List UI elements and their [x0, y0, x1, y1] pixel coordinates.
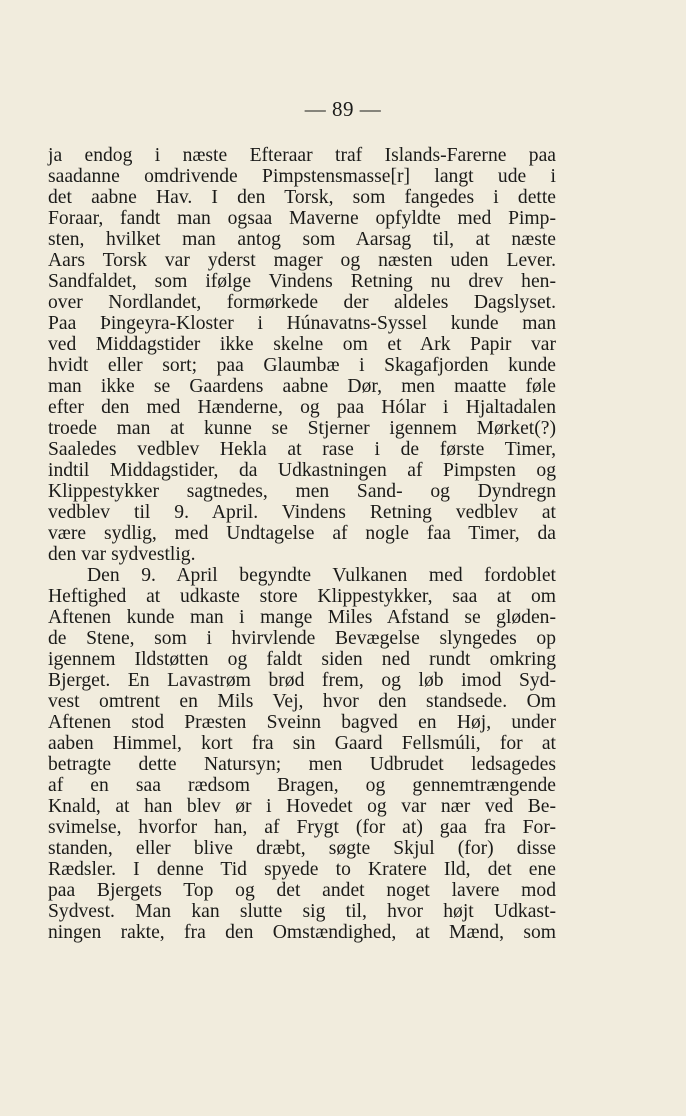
text-line: hvidt eller sort; paa Glaumbæ i Skagafjorden kunde [48, 355, 556, 376]
text-line: vedblev til 9. April. Vindens Retning vedblev at [48, 502, 556, 523]
text-line: Rædsler. I denne Tid spyede to Kratere Ild, det ene [48, 859, 556, 880]
text-line: være sydlig, med Undtagelse af nogle faa Timer, da [48, 523, 556, 544]
text-line: man ikke se Gaardens aabne Dør, men maatte føle [48, 376, 556, 397]
text-line: Sydvest. Man kan slutte sig til, hvor højt Udkast- [48, 901, 556, 922]
text-line: Sandfaldet, som ifølge Vindens Retning nu drev hen- [48, 271, 556, 292]
text-line: Paa Þingeyra-Kloster i Húnavatns-Syssel kunde man [48, 313, 556, 334]
text-line: indtil Middagstider, da Udkastningen af Pimpsten og [48, 460, 556, 481]
text-line: Saaledes vedblev Hekla at rase i de første Timer, [48, 439, 556, 460]
text-line: Aftenen kunde man i mange Miles Afstand se gløden- [48, 607, 556, 628]
text-line: troede man at kunne se Stjerner igennem Mørket(?) [48, 418, 556, 439]
text-line: saadanne omdrivende Pimpstensmasse[r] langt ude i [48, 166, 556, 187]
text-line: betragte dette Natursyn; men Udbrudet ledsagedes [48, 754, 556, 775]
text-line: Klippestykker sagtnedes, men Sand- og Dyndregn [48, 481, 556, 502]
text-line: paa Bjergets Top og det andet noget lavere mod [48, 880, 556, 901]
text-line: Aars Torsk var yderst mager og næsten uden Lever. [48, 250, 556, 271]
text-line: efter den med Hænderne, og paa Hólar i Hjaltadalen [48, 397, 556, 418]
text-line: ja endog i næste Efteraar traf Islands-Farerne paa [48, 145, 556, 166]
text-line: Den 9. April begyndte Vulkanen med fordoblet [87, 565, 556, 586]
page-number: — 89 — [304, 97, 382, 121]
text-line: aaben Himmel, kort fra sin Gaard Fellsmúli, for at [48, 733, 556, 754]
text-line: Knald, at han blev ør i Hovedet og var nær ved Be- [48, 796, 556, 817]
text-line: ved Middagstider ikke skelne om et Ark Papir var [48, 334, 556, 355]
text-line: Bjerget. En Lavastrøm brød frem, og løb imod Syd- [48, 670, 556, 691]
text-line: Foraar, fandt man ogsaa Maverne opfyldte med Pimp- [48, 208, 556, 229]
text-line: igennem Ildstøtten og faldt siden ned rundt omkring [48, 649, 556, 670]
text-line: over Nordlandet, formørkede der aldeles Dagslyset. [48, 292, 556, 313]
body-text [48, 145, 556, 943]
text-line: vest omtrent en Mils Vej, hvor den standsede. Om [48, 691, 556, 712]
text-line: det aabne Hav. I den Torsk, som fangedes i dette [48, 187, 556, 208]
text-line: de Stene, som i hvirvlende Bevægelse slyngedes op [48, 628, 556, 649]
text-line: den var sydvestlig. [48, 544, 196, 565]
text-line: af en saa rædsom Bragen, og gennemtrængende [48, 775, 556, 796]
text-line: standen, eller blive dræbt, søgte Skjul (for) disse [48, 838, 556, 859]
text-line: svimelse, hvorfor han, af Frygt (for at) gaa fra For- [48, 817, 556, 838]
text-line: ningen rakte, fra den Omstændighed, at Mænd, som [48, 922, 556, 943]
text-line: Aftenen stod Præsten Sveinn bagved en Høj, under [48, 712, 556, 733]
text-line: Heftighed at udkaste store Klippestykker, saa at om [48, 586, 556, 607]
text-line: sten, hvilket man antog som Aarsag til, at næste [48, 229, 556, 250]
